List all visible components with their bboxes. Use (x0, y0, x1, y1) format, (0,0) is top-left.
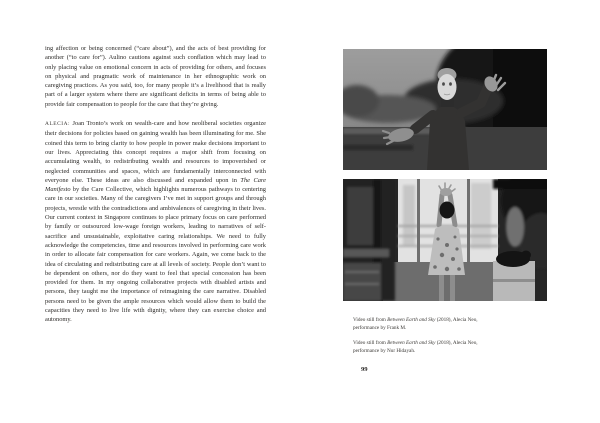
left-wall-cabinets (343, 179, 395, 301)
paragraph-text: by the Care Collective, which highlights numerous pathways to centering care in our societies. Many of the caregivers I’ve met in support groups and through projects, wrestle with the contradictions and ambivalences of caregiving in their lives. Our current context in Singapore continues to place primary focus on care performed by family or outsourced low-wage foreign workers, leading to narratives of self-sacrifice and unsustainable, exploitative caring relationships. We need to fully acknowledge the competencies, time and resources involved in performing care work in order to allocate fair compensation for care workers. Again, we come back to the idea of circulating and redistributing care at all levels of society. People don’t want to be dependent on others, nor do they want to feel that special concession has been provided for them. In my ongoing collaborative projects with disabled artists and persons, they taught me the importance of reimagining the care narrative. Disabled persons need to be given the ample resources which would allow them to build the capacities they need to live life with dignity, where they can exercise choice and autonomy. (45, 186, 266, 324)
photo-caption-2 (353, 340, 500, 355)
photo-illustration (343, 179, 547, 301)
window-frame (417, 179, 420, 262)
chair-with-cat (493, 251, 535, 302)
paragraph-text: Joan Tronto’s work on wealth-care and how neoliberal societies organize their decisions for policies based on gaining wealth has been illuminating for me. She coined this term to bring clarity to how people in power make decisions important to our lives. Appreciating this concept requires a major shift from focusing on accumulating wealth, to redistributing wealth and resources to impoverished or neglected communities and spaces, which are fundamentally interconnected with everyone else. These ideas are also discussed and expanded upon in (45, 120, 266, 184)
left-page-text-column (45, 44, 266, 325)
work-title-italic: Between Earth and Sky (387, 317, 436, 323)
paragraph-continuation (45, 44, 266, 109)
video-still-masked-performer (343, 49, 547, 170)
paragraph-alecia (45, 119, 266, 325)
paragraph-text: ing affection or being concerned (“care about”), and the acts of best providing for another (“to care for”). Aulino cautions against such conflation which may lead to only placing value on emotional concern in acts of providing for others, and focuses on physical and pragmatic work of maintenance in her ethnographic work on caregiving practices. As you said, too, for many people it’s a livelihood that is really part of a larger system where there are significant deficits in terms of being able to provide fair compensation to people for the care that they’re giving. (45, 45, 266, 108)
book-title-italic: The Care Manifesto (45, 176, 267, 194)
caption-text: (2018), Alecia Neo, performance by Nur Hidayah. (353, 340, 478, 354)
speaker-label: ALECIA: (45, 121, 71, 128)
head (440, 202, 455, 219)
white-mask (438, 74, 457, 100)
work-title-italic: Between Earth and Sky (387, 340, 436, 346)
photo-caption-1 (353, 317, 500, 332)
video-still-window-performer (343, 179, 547, 301)
photo-illustration (343, 49, 547, 170)
caption-text: Video still from (353, 317, 388, 323)
legs (439, 275, 444, 301)
page-number: 99 (361, 366, 368, 373)
caption-text: (2018), Alecia Neo, performance by Frank M. (353, 317, 478, 331)
caption-text: Video still from (353, 340, 388, 346)
